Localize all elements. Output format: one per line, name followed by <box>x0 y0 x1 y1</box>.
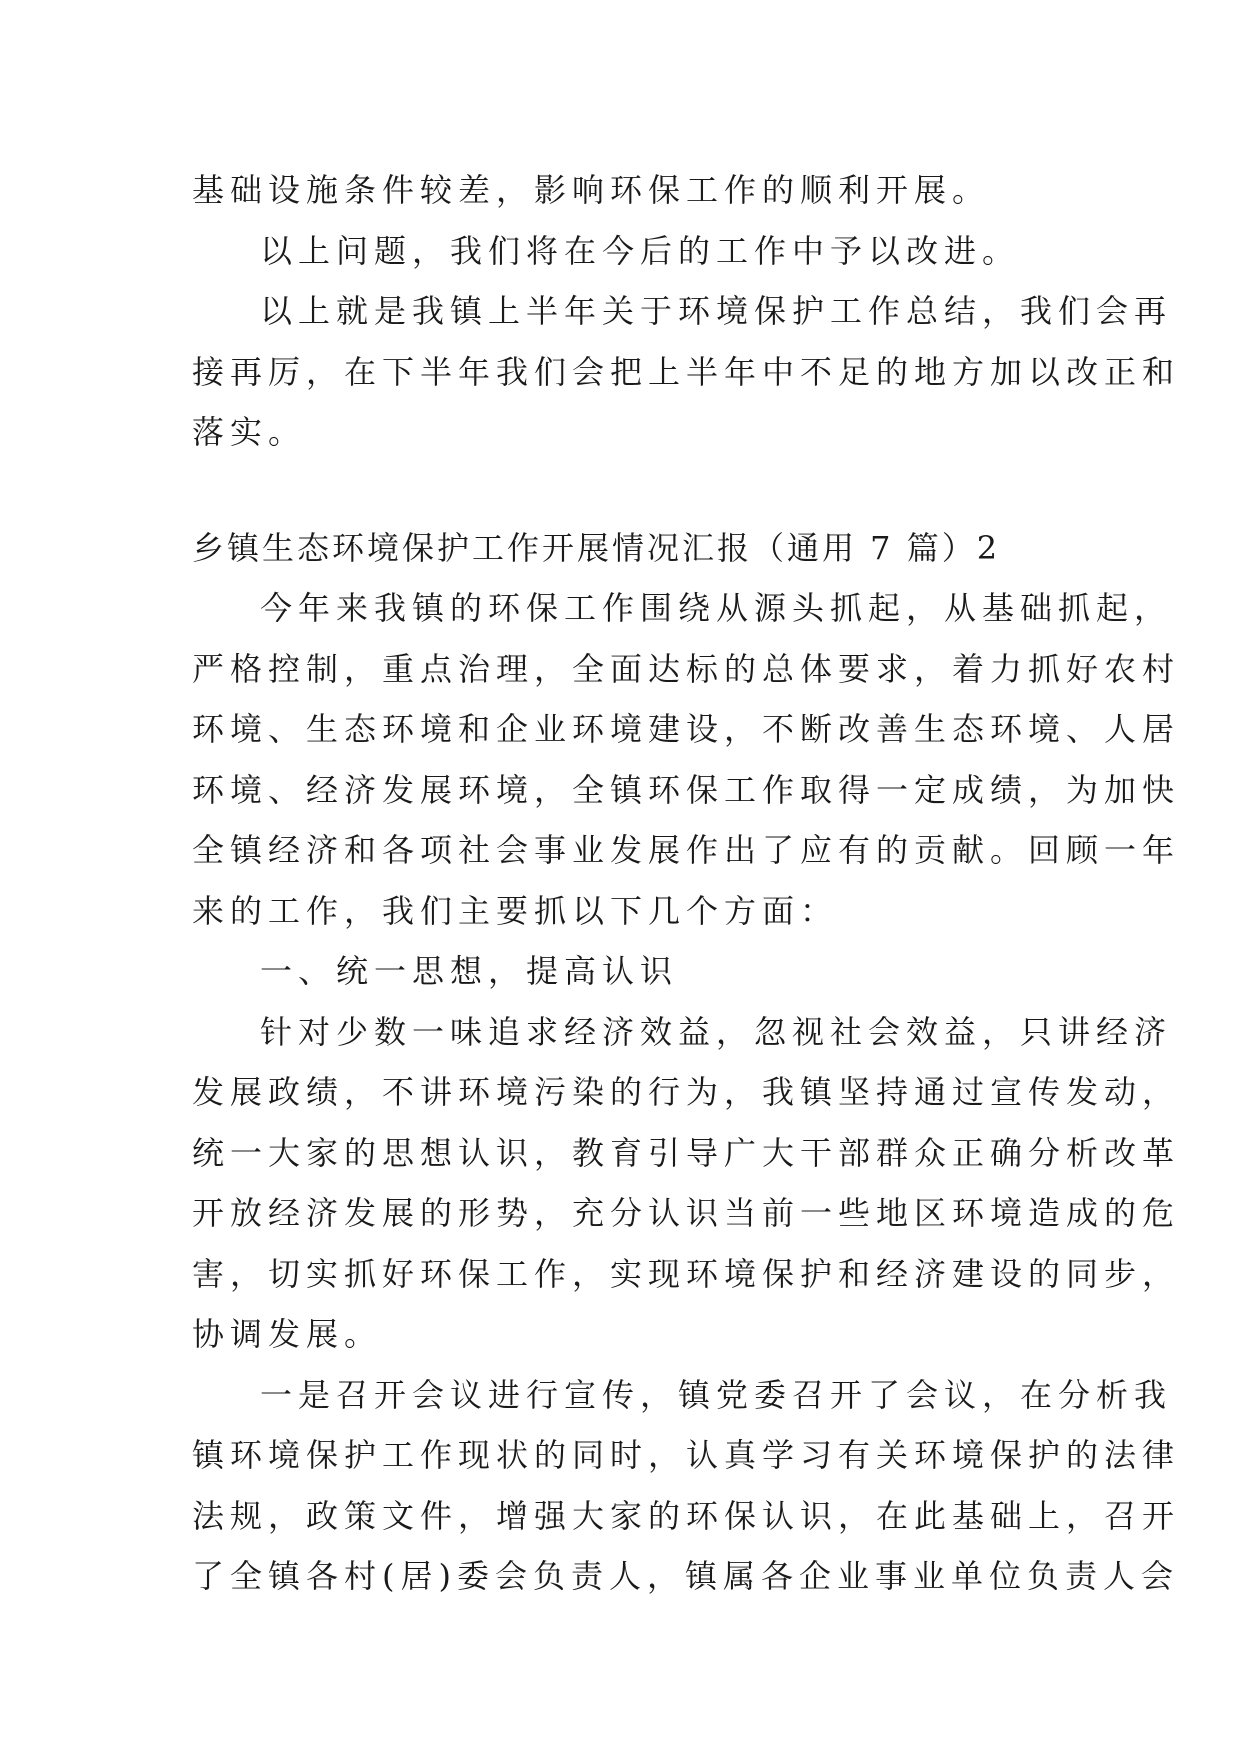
text-line: 环境、经济发展环境，全镇环保工作取得一定成绩，为加快 <box>192 770 1181 809</box>
document-page <box>192 160 1181 1607</box>
text-line: 严格控制，重点治理，全面达标的总体要求，着力抓好农村 <box>192 649 1181 688</box>
text-line: 发展政绩，不讲环境污染的行为，我镇坚持通过宣传发动， <box>192 1073 1181 1111</box>
text-line: 落实。 <box>192 413 307 451</box>
text-line: 一是召开会议进行宣传，镇党委召开了会议，在分析我 <box>260 1375 1173 1414</box>
text-line: 法规，政策文件，增强大家的环保认识，在此基础上，召开 <box>192 1496 1181 1535</box>
text-line: 今年来我镇的环保工作围绕从源头抓起，从基础抓起， <box>260 589 1173 627</box>
section-title: 乡镇生态环境保护工作开展情况汇报（通用 7 篇）2 <box>192 528 1001 567</box>
text-line: 来的工作，我们主要抓以下几个方面： <box>192 891 839 930</box>
section-heading: 一、统一思想，提高认识 <box>260 952 679 990</box>
text-line: 环境、生态环境和企业环境建设，不断改善生态环境、人居 <box>192 710 1181 748</box>
text-line: 开放经济发展的形势，充分认识当前一些地区环境造成的危 <box>192 1194 1181 1232</box>
text-line: 全镇经济和各项社会事业发展作出了应有的贡献。回顾一年 <box>192 831 1181 869</box>
text-line: 协调发展。 <box>192 1315 383 1353</box>
text-line: 基础设施条件较差，影响环保工作的顺利开展。 <box>192 171 991 209</box>
section-spacer <box>192 463 1072 518</box>
text-line: 针对少数一味追求经济效益，忽视社会效益，只讲经济 <box>260 1012 1173 1051</box>
text-line: 了全镇各村(居)委会负责人，镇属各企业事业单位负责人会 <box>192 1557 1179 1595</box>
text-line: 害，切实抓好环保工作，实现环境保护和经济建设的同步， <box>192 1254 1181 1293</box>
text-line: 统一大家的思想认识，教育引导广大干部群众正确分析改革 <box>192 1133 1181 1172</box>
text-line: 以上就是我镇上半年关于环境保护工作总结，我们会再 <box>260 292 1173 330</box>
text-line: 以上问题，我们将在今后的工作中予以改进。 <box>260 231 1021 270</box>
text-line: 镇环境保护工作现状的同时，认真学习有关环境保护的法律 <box>192 1436 1181 1474</box>
text-line: 接再厉，在下半年我们会把上半年中不足的地方加以改正和 <box>192 352 1181 391</box>
